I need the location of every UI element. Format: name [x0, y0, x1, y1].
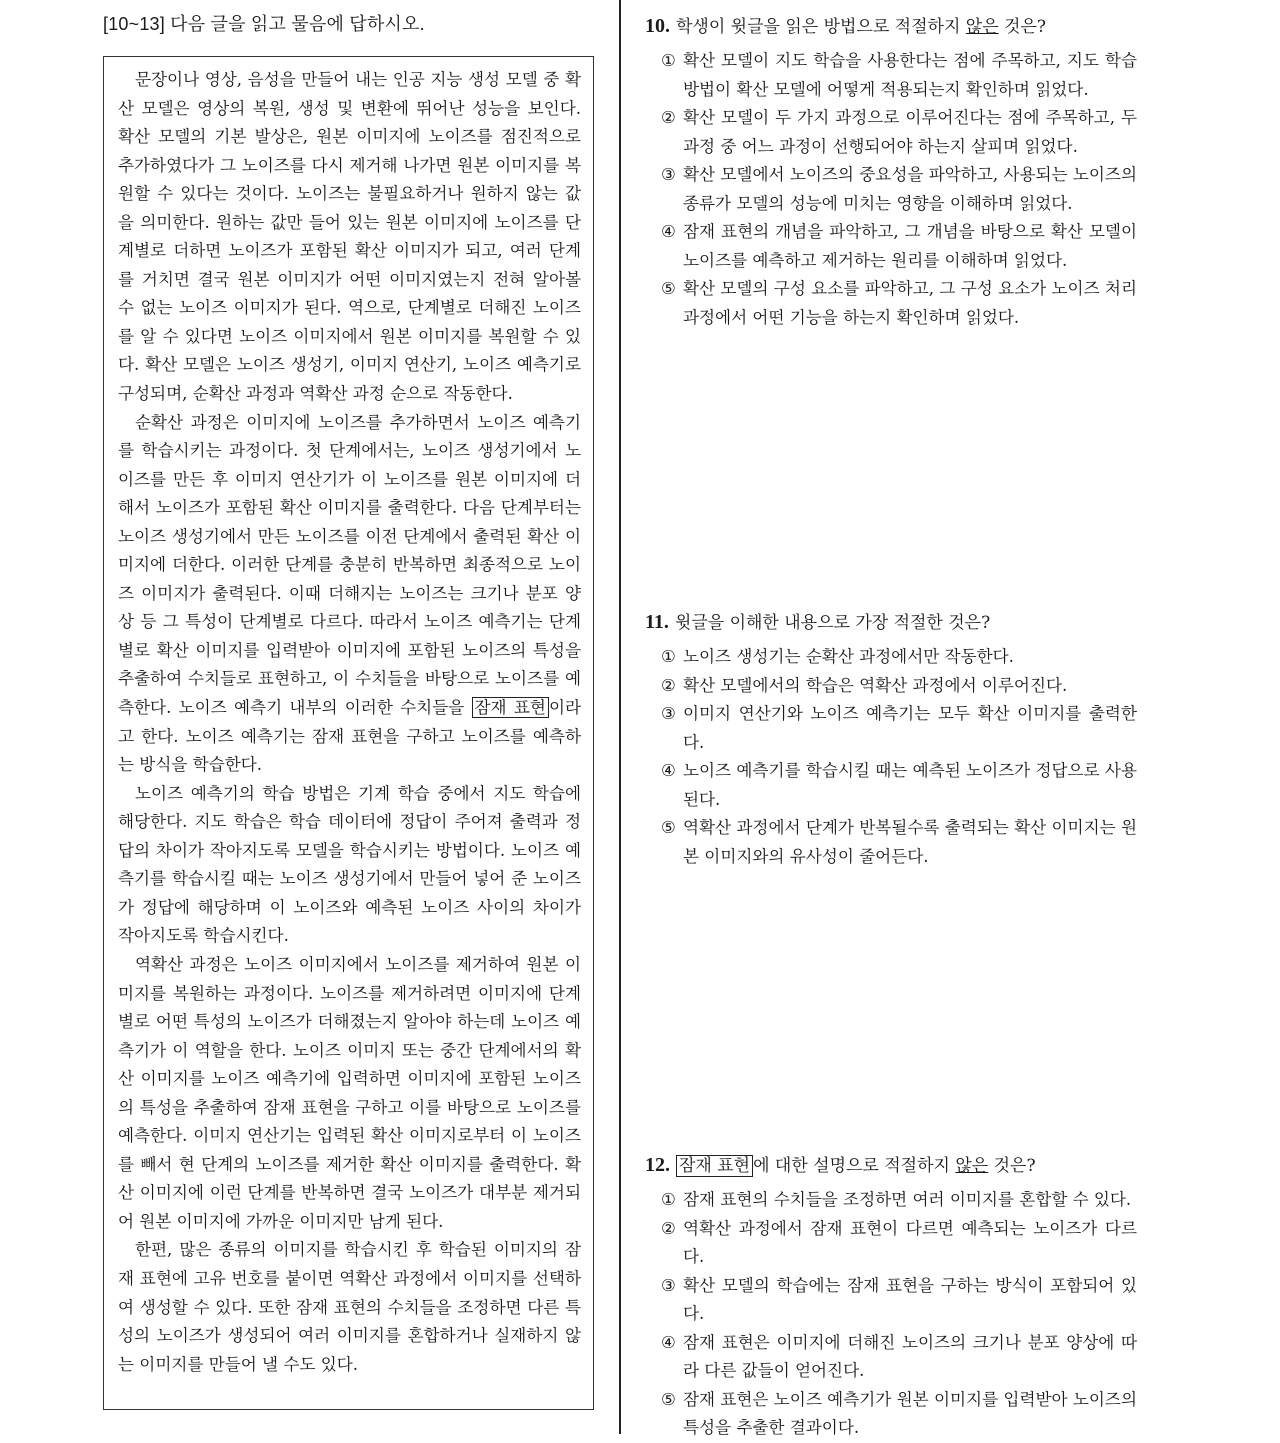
option-text: 잠재 표현은 노이즈 예측기가 원본 이미지를 입력받아 노이즈의 특성을 추출한 결과이다.	[683, 1389, 1137, 1437]
option-2[interactable]	[661, 1215, 1137, 1272]
option-marker: ②	[661, 1218, 676, 1238]
question-11-stem	[645, 608, 1137, 637]
passage-paragraph-3: 노이즈 예측기의 학습 방법은 기계 학습 중에서 지도 학습에 해당한다. 지도 학습은 학습 데이터에 정답이 주어져 출력과 정답의 차이가 작아지도록 모델을 학습시키는 방법이다. 노이즈 예측기를 학습시킬 때는 노이즈 생성기에서 만들어 넣어 준 노이즈가 정답에 해당하며 이 노이즈와 예측된 노이즈 사이의 차이가 작아지도록 학습시킨다.	[118, 783, 581, 946]
option-text: 확산 모델이 지도 학습을 사용한다는 점에 주목하고, 지도 학습 방법이 확산 모델에 어떻게 적용되는지 확인하며 읽었다.	[683, 51, 1137, 99]
question-10	[645, 12, 1137, 332]
option-marker: ④	[661, 761, 676, 780]
question-number: 10.	[645, 15, 670, 37]
option-marker: ①	[661, 1190, 676, 1209]
option-5[interactable]	[661, 814, 1137, 871]
passage-paragraph-1: 문장이나 영상, 음성을 만들어 내는 인공 지능 생성 모델 중 확산 모델은 영상의 복원, 생성 및 변환에 뛰어난 성능을 보인다. 확산 모델의 기본 발상은, 원본 이미지에 노이즈를 점진적으로 추가하였다가 그 노이즈를 다시 제거해 나가면 원본 이미지를 복원할 수 있다는 것이다. 노이즈는 불필요하거나 원하지 않는 값을 의미한다. 원하는 값만 들어 있는 원본 이미지에 노이즈를 단계별로 더하면 노이즈가 포함된 확산 이미지가 되고, 여러 단계를 거치면 결국 원본 이미지가 어떤 이미지였는지 전혀 알아볼 수 없는 노이즈 이미지가 된다. 역으로, 단계별로 더해진 노이즈를 알 수 있다면 노이즈 이미지에서 원본 이미지를 복원할 수 있다. 확산 모델은 노이즈 생성기, 이미지 연산기, 노이즈 예측기로 구성되며, 순확산 과정과 역확산 과정 순으로 작동한다.	[118, 70, 581, 404]
question-11	[645, 608, 1137, 871]
option-text: 잠재 표현은 이미지에 더해진 노이즈의 크기나 분포 양상에 따라 다른 값들이 얻어진다.	[683, 1332, 1137, 1380]
question-stem-text: 에 대한 설명으로 적절하지	[753, 1156, 956, 1176]
option-marker: ③	[661, 1275, 676, 1295]
option-text: 확산 모델에서 노이즈의 중요성을 파악하고, 사용되는 노이즈의 종류가 모델의 성능에 미치는 영향을 이해하며 읽었다.	[683, 165, 1137, 213]
question-10-stem	[645, 12, 1137, 41]
option-text: 확산 모델의 구성 요소를 파악하고, 그 구성 요소가 노이즈 처리 과정에서 어떤 기능을 하는지 확인하며 읽었다.	[683, 279, 1137, 327]
latent-representation-box: 잠재 표현	[676, 1155, 753, 1177]
option-marker: ⑤	[661, 279, 676, 298]
option-text: 잠재 표현의 개념을 파악하고, 그 개념을 바탕으로 확산 모델이 노이즈를 예측하고 제거하는 원리를 이해하며 읽었다.	[683, 222, 1137, 270]
option-1[interactable]	[661, 1186, 1137, 1215]
option-4[interactable]	[661, 218, 1137, 275]
question-stem-end: 것은?	[998, 17, 1047, 37]
passage-paragraph-2	[118, 409, 581, 780]
question-number: 11.	[645, 611, 669, 633]
underlined-word: 않은	[965, 17, 999, 37]
option-text: 노이즈 예측기를 학습시킬 때는 예측된 노이즈가 정답으로 사용된다.	[683, 761, 1137, 809]
option-marker: ①	[661, 647, 676, 666]
option-2[interactable]	[661, 672, 1137, 701]
option-3[interactable]	[661, 1272, 1137, 1329]
passage-paragraph-2-start: 순확산 과정은 이미지에 노이즈를 추가하면서 노이즈 예측기를 학습시키는 과정이다. 첫 단계에서는, 노이즈 생성기에서 노이즈를 만든 후 이미지 연산기가 이 노이즈를 원본 이미지에 더해서 노이즈가 포함된 확산 이미지를 출력한다. 다음 단계부터는 노이즈 생성기에서 만든 노이즈를 이전 단계에서 출력된 확산 이미지에 더한다. 이러한 단계를 충분히 반복하면 최종적으로 노이즈 이미지가 출력된다. 이때 더해지는 노이즈는 크기나 분포 양상 등 그 특성이 단계별로 다르다. 따라서 노이즈 예측기는 단계별로 확산 이미지를 입력받아 이미지에 포함된 노이즈의 특성을 추출하여 수치들로 표현하고, 이 수치들을 바탕으로 노이즈를 예측한다. 노이즈 예측기 내부의 이러한 수치들을	[118, 412, 581, 718]
option-3[interactable]	[661, 700, 1137, 757]
option-marker: ①	[661, 51, 676, 70]
question-12-stem	[645, 1151, 1137, 1180]
option-marker: ④	[661, 222, 676, 241]
option-marker: ③	[661, 165, 676, 184]
option-marker: ③	[661, 704, 676, 723]
option-text: 이미지 연산기와 노이즈 예측기는 모두 확산 이미지를 출력한다.	[683, 704, 1137, 752]
passage-paragraph-5: 한편, 많은 종류의 이미지를 학습시킨 후 학습된 이미지의 잠재 표현에 고유 번호를 붙이면 역확산 과정에서 이미지를 선택하여 생성할 수 있다. 또한 잠재 표현의 수치들을 조정하면 다른 특성의 노이즈가 생성되어 여러 이미지를 혼합하거나 실재하지 않는 이미지를 만들어 낼 수도 있다.	[118, 1240, 581, 1374]
question-12	[645, 1151, 1137, 1443]
option-marker: ④	[661, 1332, 676, 1352]
option-text: 잠재 표현의 수치들을 조정하면 여러 이미지를 혼합할 수 있다.	[683, 1190, 1132, 1209]
option-text: 역확산 과정에서 잠재 표현이 다르면 예측되는 노이즈가 다르다.	[683, 1218, 1137, 1266]
option-4[interactable]	[661, 757, 1137, 814]
option-2[interactable]	[661, 104, 1137, 161]
option-marker: ⑤	[661, 1389, 676, 1409]
question-stem-text: 윗글을 이해한 내용으로 가장 적절한 것은?	[674, 613, 991, 633]
passage-paragraph-2-end: 이라고 한다. 노이즈 예측기는 잠재 표현을 구하고 노이즈를 예측하는 방식을 학습한다.	[118, 698, 581, 775]
option-4[interactable]	[661, 1329, 1137, 1386]
question-stem-text: 학생이 윗글을 읽은 방법으로 적절하지	[676, 17, 966, 37]
passage-paragraph-4: 역확산 과정은 노이즈 이미지에서 노이즈를 제거하여 원본 이미지를 복원하는 과정이다. 노이즈를 제거하려면 이미지에 단계별로 어떤 특성의 노이즈가 더해졌는지 알아야 하는데 노이즈 예측기가 이 역할을 한다. 노이즈 이미지 또는 중간 단계에서의 확산 이미지를 노이즈 예측기에 입력하면 이미지에 포함된 노이즈의 특성을 추출하여 잠재 표현을 구하고 이를 바탕으로 노이즈를 예측한다. 이미지 연산기는 입력된 확산 이미지로부터 이 노이즈를 빼서 현 단계의 노이즈를 제거한 확산 이미지를 출력한다. 확산 이미지에 이런 단계를 반복하면 결국 노이즈가 대부분 제거되어 원본 이미지에 가까운 이미지만 남게 된다.	[118, 954, 581, 1231]
latent-representation-box: 잠재 표현	[472, 697, 549, 718]
question-number: 12.	[645, 1154, 670, 1176]
passage-box	[103, 56, 594, 1410]
option-1[interactable]	[661, 47, 1137, 104]
option-3[interactable]	[661, 161, 1137, 218]
column-divider	[619, 0, 621, 1434]
option-text: 역확산 과정에서 단계가 반복될수록 출력되는 확산 이미지는 원본 이미지와의 유사성이 줄어든다.	[683, 818, 1137, 866]
option-1[interactable]	[661, 643, 1137, 672]
question-stem-end: 것은?	[988, 1156, 1036, 1176]
option-text: 확산 모델의 학습에는 잠재 표현을 구하는 방식이 포함되어 있다.	[683, 1275, 1137, 1323]
section-header: [10~13] 다음 글을 읽고 물음에 답하시오.	[103, 14, 425, 34]
option-marker: ②	[661, 675, 676, 695]
underlined-word: 않은	[955, 1156, 989, 1176]
option-marker: ②	[661, 108, 676, 127]
option-5[interactable]	[661, 275, 1137, 332]
option-marker: ⑤	[661, 818, 676, 837]
option-text: 확산 모델이 두 가지 과정으로 이루어진다는 점에 주목하고, 두 과정 중 어느 과정이 선행되어야 하는지 살피며 읽었다.	[683, 108, 1137, 156]
option-text: 노이즈 생성기는 순확산 과정에서만 작동한다.	[683, 647, 1014, 666]
option-text: 확산 모델에서의 학습은 역확산 과정에서 이루어진다.	[683, 675, 1068, 695]
